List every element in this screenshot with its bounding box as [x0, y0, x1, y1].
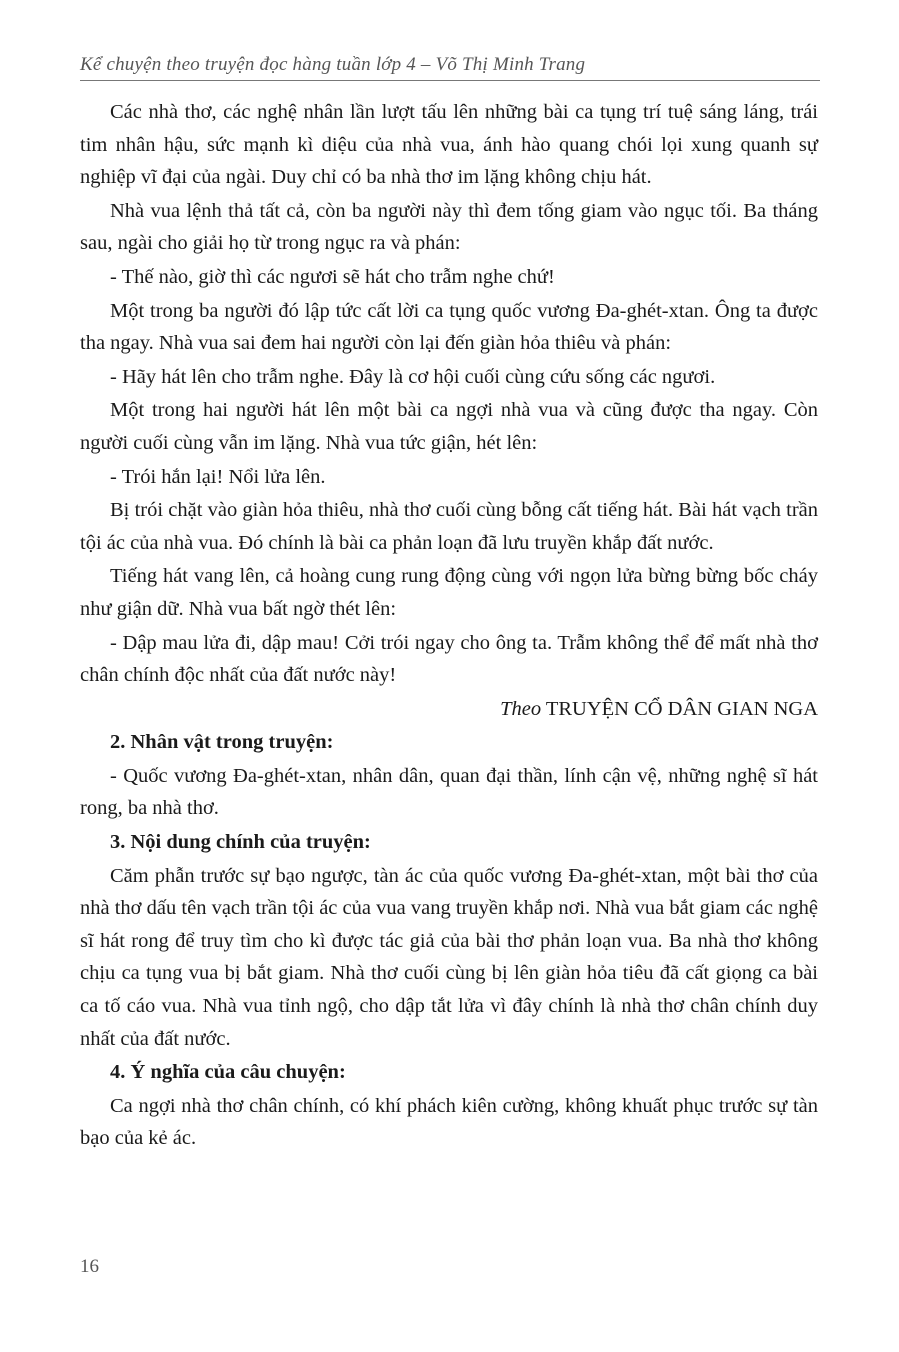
- paragraph: Ca ngợi nhà thơ chân chính, có khí phách kiên cường, không khuất phục trước sự tàn bạo của kẻ ác.: [80, 1094, 818, 1150]
- page-body: [80, 96, 818, 1155]
- dialogue-line: - Thế nào, giờ thì các ngươi sẽ hát cho trẫm nghe chứ!: [110, 265, 555, 288]
- source-attribution: [80, 693, 818, 726]
- paragraph: - Quốc vương Đa-ghét-xtan, nhân dân, quan đại thần, lính cận vệ, những nghệ sĩ hát rong, ba nhà thơ.: [80, 764, 818, 820]
- paragraph: Nhà vua lệnh thả tất cả, còn ba người này thì đem tống giam vào ngục tối. Ba tháng sau, ngài cho giải họ từ trong ngục ra và phán:: [80, 199, 818, 255]
- paragraph: Một trong ba người đó lập tức cất lời ca tụng quốc vương Đa-ghét-xtan. Ông ta được tha ngay. Nhà vua sai đem hai người còn lại đến giàn hỏa thiêu và phán:: [80, 299, 818, 355]
- header-divider: [80, 80, 820, 81]
- source-name: TRUYỆN CỔ DÂN GIAN NGA: [541, 697, 818, 720]
- section-heading-main-content: 3. Nội dung chính của truyện:: [110, 831, 371, 854]
- paragraph: Bị trói chặt vào giàn hỏa thiêu, nhà thơ cuối cùng bỗng cất tiếng hát. Bài hát vạch trần tội ác của nhà vua. Đó chính là bài ca phản loạn đã lưu truyền khắp đất nước.: [80, 499, 818, 554]
- page-number: 16: [80, 1256, 99, 1277]
- dialogue-line: - Trói hắn lại! Nổi lửa lên.: [110, 465, 326, 488]
- dialogue-line: - Hãy hát lên cho trẫm nghe. Đây là cơ hội cuối cùng cứu sống các ngươi.: [110, 365, 716, 388]
- running-header: Kể chuyện theo truyện đọc hàng tuần lớp 4 – Võ Thị Minh Trang: [80, 54, 586, 75]
- paragraph: Một trong hai người hát lên một bài ca ngợi nhà vua và cũng được tha ngay. Còn người cuối cùng vẫn im lặng. Nhà vua tức giận, hét lên:: [80, 399, 818, 454]
- source-prefix: Theo: [500, 697, 542, 720]
- section-heading-meaning: 4. Ý nghĩa của câu chuyện:: [110, 1061, 346, 1084]
- paragraph: Các nhà thơ, các nghệ nhân lần lượt tấu lên những bài ca tụng trí tuệ sáng láng, trái tim nhân hậu, sức mạnh kì diệu của nhà vua, ánh hào quang chói lọi xung quanh sự nghiệp vĩ đại của ngài. Duy chỉ có ba nhà thơ im lặng không chịu hát.: [80, 101, 818, 189]
- dialogue-line: - Dập mau lửa đi, dập mau! Cởi trói ngay cho ông ta. Trẫm không thể để mất nhà thơ chân chính độc nhất của đất nước này!: [80, 631, 818, 687]
- paragraph: Căm phẫn trước sự bạo ngược, tàn ác của quốc vương Đa-ghét-xtan, một bài thơ của nhà thơ dấu tên vạch trần tội ác của vua vang truyền khắp nơi. Nhà vua bắt giam các nghệ sĩ hát rong để truy tìm cho kì được tác giả của bài thơ phản loạn vua. Ba nhà thơ không chịu ca tụng vua bị bắt giam. Nhà thơ cuối cùng bị lên giàn hỏa tiêu đã cất giọng ca bài ca tố cáo vua. Nhà vua tỉnh ngộ, cho dập tắt lửa vì đây chính là nhà thơ chân chính duy nhất của đất nước.: [80, 864, 818, 1050]
- section-heading-characters: 2. Nhân vật trong truyện:: [110, 731, 334, 754]
- paragraph: Tiếng hát vang lên, cả hoàng cung rung động cùng với ngọn lửa bừng bừng bốc cháy như giận dữ. Nhà vua bất ngờ thét lên:: [80, 565, 818, 620]
